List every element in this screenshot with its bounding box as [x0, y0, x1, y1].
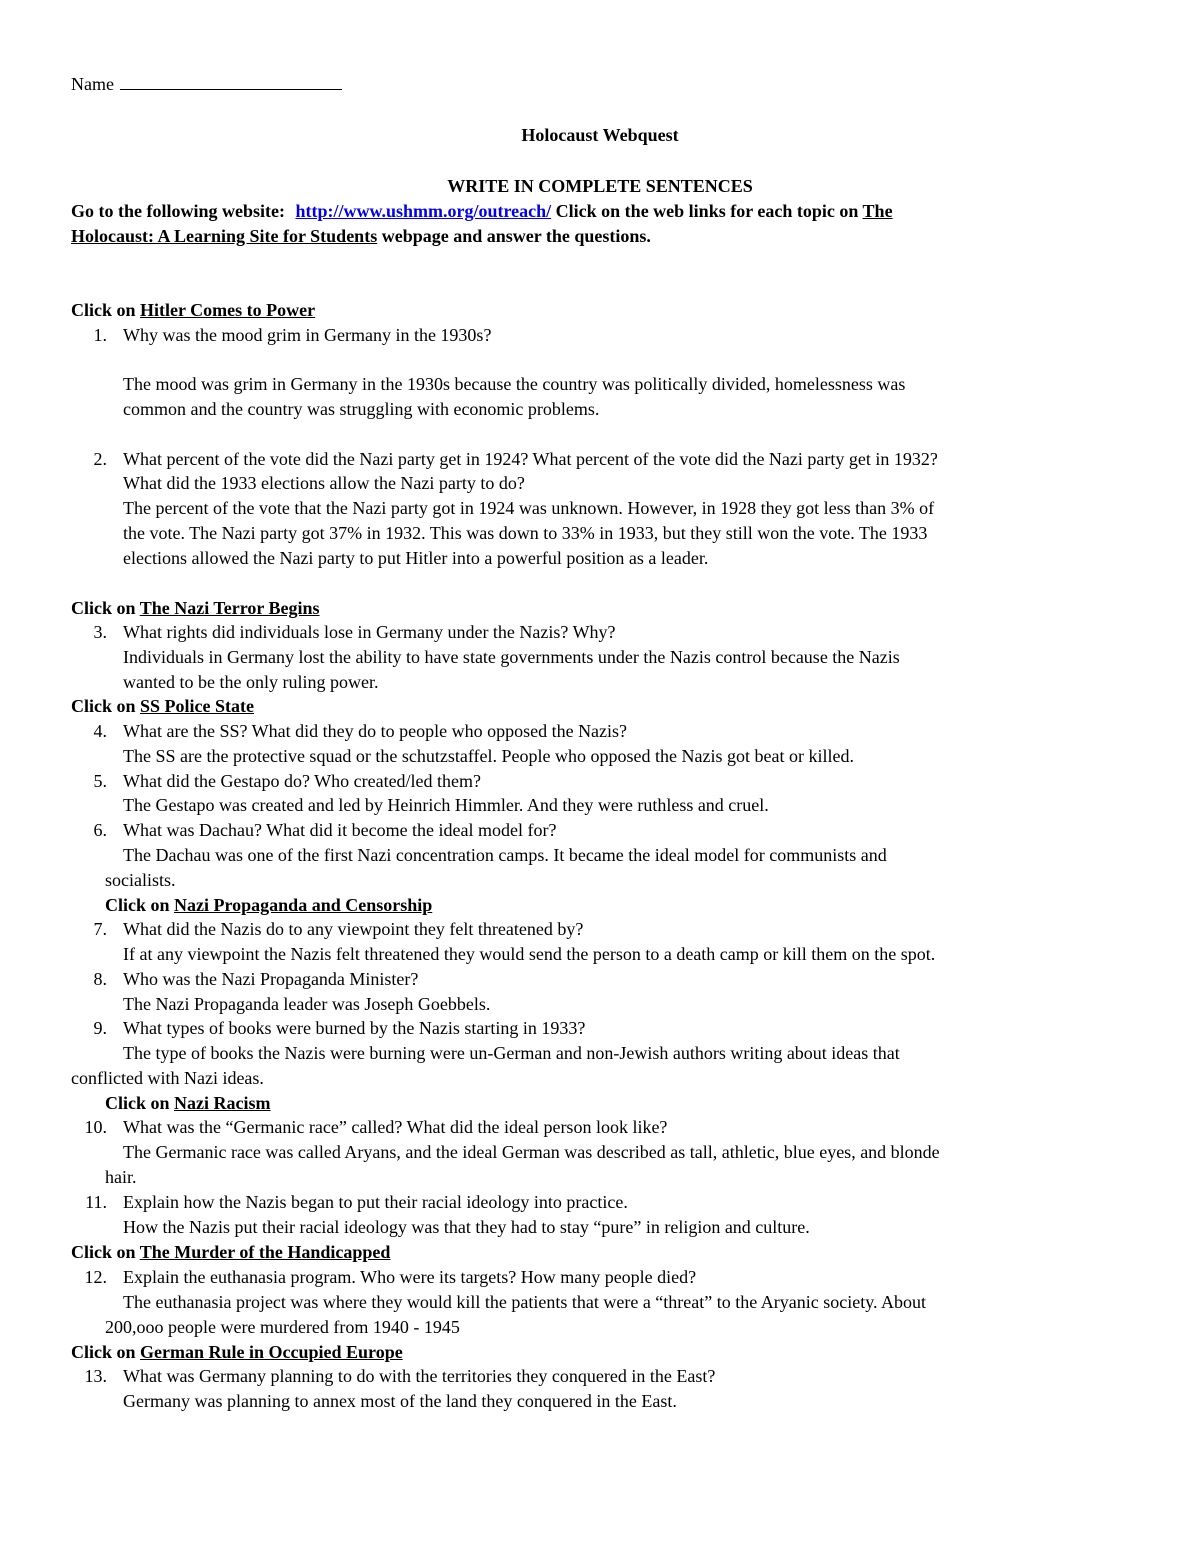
section-prefix: Click on [71, 1242, 136, 1262]
answer-7: If at any viewpoint the Nazis felt threatened they would send the person to a death camp or kill them on the spot. [123, 944, 936, 964]
question-text: Explain how the Nazis began to put their racial ideology into practice. [123, 1192, 628, 1212]
outreach-link[interactable]: http://www.ushmm.org/outreach/ [295, 201, 552, 221]
question-2-line-2: What did the 1933 elections allow the Nazi party to do? [123, 473, 525, 493]
question-number: 6. [93, 820, 107, 840]
answer-6-line-1: The Dachau was one of the first Nazi concentration camps. It became the ideal model for communists and [123, 845, 887, 865]
question-3 [71, 620, 616, 644]
question-text: What types of books were burned by the Nazis starting in 1933? [123, 1018, 586, 1038]
section-heading [105, 1091, 271, 1115]
question-number: 4. [93, 721, 107, 741]
section-heading [71, 694, 254, 718]
section-heading [71, 1240, 390, 1264]
answer-10-line-1: The Germanic race was called Aryans, and the ideal German was described as tall, athletic, blue eyes, and blonde [123, 1142, 940, 1162]
section-prefix: Click on [71, 598, 136, 618]
answer-8: The Nazi Propaganda leader was Joseph Goebbels. [123, 994, 491, 1014]
answer-3-line-2: wanted to be the only ruling power. [123, 672, 379, 692]
answer-6-line-2: socialists. [105, 870, 176, 890]
question-text: What was the “Germanic race” called? What did the ideal person look like? [123, 1117, 668, 1137]
instruction-line-1 [71, 199, 893, 223]
answer-3-line-1: Individuals in Germany lost the ability to have state governments under the Nazis control because the Nazis [123, 647, 900, 667]
section-heading [105, 893, 432, 917]
section-prefix: Click on [71, 300, 136, 320]
after-site-text: webpage and answer the questions. [381, 226, 651, 246]
section-prefix: Click on [105, 895, 170, 915]
site-name-part-1: The [862, 201, 893, 221]
answer-1-line-1: The mood was grim in Germany in the 1930s because the country was politically divided, homelessness was [123, 374, 906, 394]
question-number: 1. [93, 325, 107, 345]
question-text: What was Dachau? What did it become the ideal model for? [123, 820, 557, 840]
section-link-german-rule[interactable]: German Rule in Occupied Europe [140, 1342, 403, 1362]
name-line [71, 72, 342, 96]
question-7 [71, 917, 583, 941]
section-prefix: Click on [71, 1342, 136, 1362]
answer-4: The SS are the protective squad or the schutzstaffel. People who opposed the Nazis got beat or killed. [123, 746, 854, 766]
section-link-hitler-comes-to-power[interactable]: Hitler Comes to Power [140, 300, 316, 320]
question-number: 3. [93, 622, 107, 642]
question-text: What did the Gestapo do? Who created/led them? [123, 771, 482, 791]
answer-13: Germany was planning to annex most of the land they conquered in the East. [123, 1391, 677, 1411]
question-number: 2. [93, 449, 107, 469]
answer-11: How the Nazis put their racial ideology was that they had to stay “pure” in religion and culture. [123, 1217, 810, 1237]
answer-9-line-2: conflicted with Nazi ideas. [71, 1068, 264, 1088]
name-blank[interactable] [120, 72, 342, 90]
question-6 [71, 818, 557, 842]
section-link-ss-police-state[interactable]: SS Police State [140, 696, 255, 716]
answer-9-line-1: The type of books the Nazis were burning were un-German and non-Jewish authors writing about ideas that [123, 1043, 900, 1063]
question-number: 11. [85, 1192, 107, 1212]
question-10 [71, 1115, 667, 1139]
question-text: What was Germany planning to do with the territories they conquered in the East? [123, 1366, 716, 1386]
section-heading [71, 298, 315, 322]
question-text: Who was the Nazi Propaganda Minister? [123, 969, 419, 989]
section-heading [71, 1340, 403, 1364]
question-text: Explain the euthanasia program. Who were its targets? How many people died? [123, 1267, 697, 1287]
section-link-murder-of-handicapped[interactable]: The Murder of the Handicapped [139, 1242, 391, 1262]
question-5 [71, 769, 481, 793]
answer-5: The Gestapo was created and led by Heinrich Himmler. And they were ruthless and cruel. [123, 795, 769, 815]
answer-2-line-3: elections allowed the Nazi party to put Hitler into a powerful position as a leader. [123, 548, 709, 568]
question-text: What rights did individuals lose in Germany under the Nazis? Why? [123, 622, 616, 642]
question-number: 8. [93, 969, 107, 989]
question-2 [71, 447, 938, 471]
section-link-nazi-racism[interactable]: Nazi Racism [174, 1093, 271, 1113]
goto-text: Go to the following website: [71, 201, 285, 221]
section-link-nazi-propaganda[interactable]: Nazi Propaganda and Censorship [174, 895, 433, 915]
page-title: Holocaust Webquest [521, 125, 679, 145]
question-12 [71, 1265, 696, 1289]
section-prefix: Click on [71, 696, 136, 716]
question-number: 12. [84, 1267, 107, 1287]
question-number: 7. [93, 919, 107, 939]
section-heading [71, 596, 320, 620]
answer-12-line-1: The euthanasia project was where they would kill the patients that were a “threat” to the Aryanic society. About [123, 1292, 927, 1312]
question-1 [71, 323, 491, 347]
question-text: What percent of the vote did the Nazi party get in 1924? What percent of the vote did the Nazi party get in 1932? [123, 449, 938, 469]
answer-10-line-2: hair. [105, 1167, 137, 1187]
question-number: 10. [84, 1117, 107, 1137]
answer-1-line-2: common and the country was struggling with economic problems. [123, 399, 600, 419]
question-number: 13. [84, 1366, 107, 1386]
question-4 [71, 719, 627, 743]
question-text: Why was the mood grim in Germany in the 1930s? [123, 325, 492, 345]
question-number: 5. [93, 771, 107, 791]
question-11 [71, 1190, 628, 1214]
question-8 [71, 967, 418, 991]
section-prefix: Click on [105, 1093, 170, 1113]
question-text: What did the Nazis do to any viewpoint they felt threatened by? [123, 919, 584, 939]
question-number: 9. [93, 1018, 107, 1038]
question-text: What are the SS? What did they do to people who opposed the Nazis? [123, 721, 628, 741]
section-link-nazi-terror-begins[interactable]: The Nazi Terror Begins [139, 598, 320, 618]
instruction-line-2 [71, 224, 651, 248]
answer-2-line-1: The percent of the vote that the Nazi party got in 1924 was unknown. However, in 1928 they got less than 3% of [123, 498, 935, 518]
question-9 [71, 1016, 585, 1040]
question-13 [71, 1364, 715, 1388]
name-label: Name [71, 74, 114, 94]
answer-12-line-2: 200,ooo people were murdered from 1940 - 1945 [105, 1317, 460, 1337]
site-name-part-2: Holocaust: A Learning Site for Students [71, 226, 378, 246]
instruction-heading: WRITE IN COMPLETE SENTENCES [447, 176, 753, 196]
answer-2-line-2: the vote. The Nazi party got 37% in 1932. This was down to 33% in 1933, but they still won the vote. The 1933 [123, 523, 928, 543]
click-text: Click on the web links for each topic on [555, 201, 859, 221]
